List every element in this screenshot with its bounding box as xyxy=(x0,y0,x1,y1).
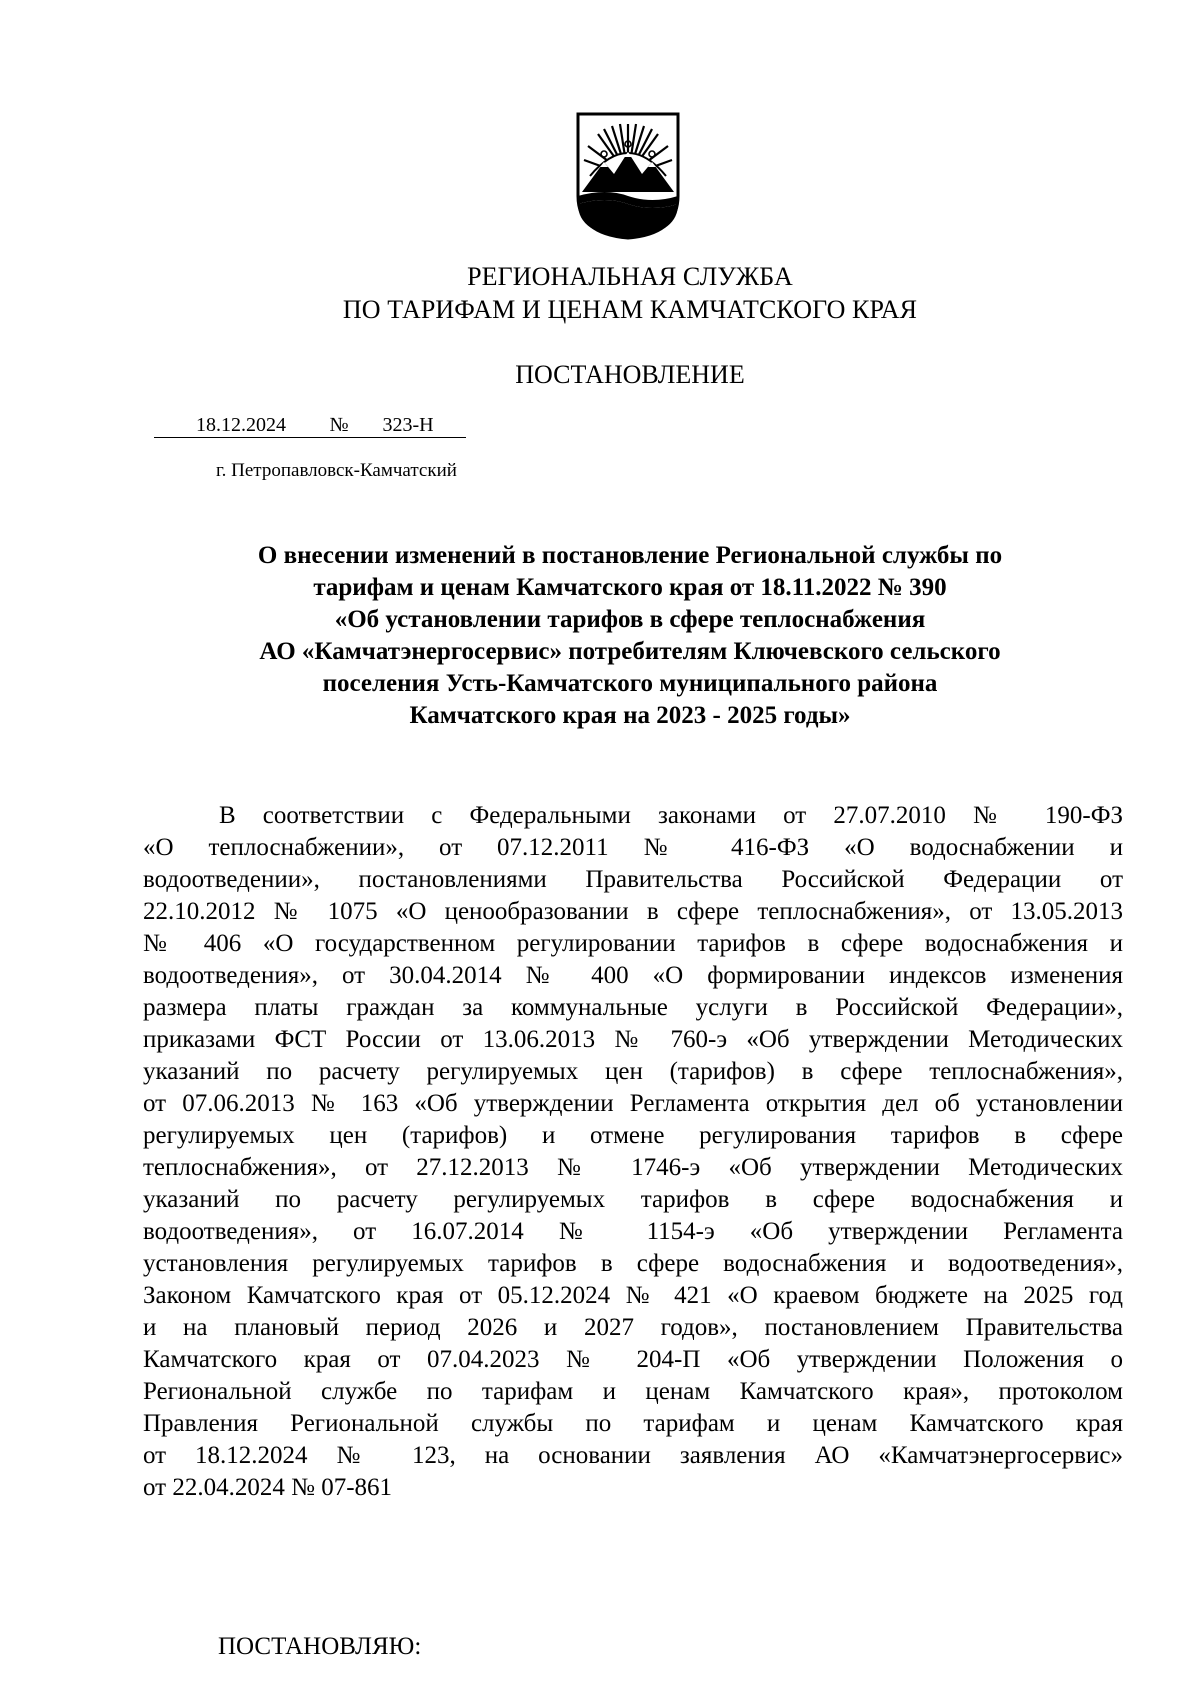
number-sign: № xyxy=(329,414,349,436)
paragraph-line: размера платы граждан за коммунальные услуги в Российской Федерации», xyxy=(143,994,1123,1021)
paragraph-line: указаний по расчету регулируемых цен (тарифов) в сфере теплоснабжения», xyxy=(143,1058,1123,1085)
document-date-number xyxy=(154,411,466,439)
paragraph-line: Региональной службе по тарифам и ценам Камчатского края», протоколом xyxy=(143,1378,1123,1405)
title-line: Камчатского края на 2023 - 2025 годы» xyxy=(409,702,851,729)
document-title xyxy=(140,540,1120,732)
title-line: АО «Камчатэнергосервис» потребителям Ключевского сельского xyxy=(259,638,1001,665)
title-line: «Об установлении тарифов в сфере теплоснабжения xyxy=(334,606,926,633)
document-city: г. Петропавловск-Камчатский xyxy=(216,460,457,481)
title-line: тарифам и ценам Камчатского края от 18.11.2022 № 390 xyxy=(313,574,947,601)
paragraph-line: водоотведения», от 16.07.2014 № 1154-э «Об утверждении Регламента xyxy=(143,1218,1123,1245)
paragraph-line: от 22.04.2024 № 07-861 xyxy=(143,1474,393,1501)
paragraph-line: Камчатского края от 07.04.2023 № 204-П «Об утверждении Положения о xyxy=(143,1346,1123,1373)
paragraph-line: водоотведении», постановлениями Правительства Российской Федерации от xyxy=(143,866,1123,893)
document-number: 323-Н xyxy=(350,413,466,438)
title-line: поселения Усть-Камчатского муниципального района xyxy=(322,670,938,697)
paragraph-line: «О теплоснабжении», от 07.12.2011 № 416-ФЗ «О водоснабжении и xyxy=(143,834,1123,861)
paragraph-line: теплоснабжения», от 27.12.2013 № 1746-э «Об утверждении Методических xyxy=(143,1154,1123,1181)
paragraph-line: регулируемых цен (тарифов) и отмене регулирования тарифов в сфере xyxy=(143,1122,1123,1149)
paragraph-line: установления регулируемых тарифов в сфере водоснабжения и водоотведения», xyxy=(143,1250,1123,1277)
kamchatka-coat-of-arms-icon xyxy=(576,112,680,240)
title-line: О внесении изменений в постановление Региональной службы по xyxy=(257,542,1003,569)
paragraph-line: № 406 «О государственном регулировании тарифов в сфере водоснабжения и xyxy=(143,930,1123,957)
organization-name-line-1: РЕГИОНАЛЬНАЯ СЛУЖБА xyxy=(467,262,793,291)
document-type: ПОСТАНОВЛЕНИЕ xyxy=(515,360,745,389)
preamble-paragraph xyxy=(143,800,1123,1504)
paragraph-line: от 07.06.2013 № 163 «Об утверждении Регламента открытия дел об установлении xyxy=(143,1090,1123,1117)
paragraph-line: Законом Камчатского края от 05.12.2024 № 421 «О краевом бюджете на 2025 год xyxy=(143,1282,1123,1309)
paragraph-line: 22.10.2012 № 1075 «О ценообразовании в сфере теплоснабжения», от 13.05.2013 xyxy=(143,898,1123,925)
paragraph-line: Правления Региональной службы по тарифам и ценам Камчатского края xyxy=(143,1410,1123,1437)
paragraph-line: В соответствии с Федеральными законами от 27.07.2010 № 190-ФЗ xyxy=(219,802,1123,829)
paragraph-line: указаний по расчету регулируемых тарифов в сфере водоснабжения и xyxy=(143,1186,1123,1213)
decree-heading: ПОСТАНОВЛЯЮ: xyxy=(218,1633,422,1660)
document-date: 18.12.2024 xyxy=(154,413,328,438)
paragraph-line: водоотведения», от 30.04.2014 № 400 «О формировании индексов изменения xyxy=(143,962,1123,989)
paragraph-line: от 18.12.2024 № 123, на основании заявления АО «Камчатэнергосервис» xyxy=(143,1442,1123,1469)
paragraph-line: приказами ФСТ России от 13.06.2013 № 760-э «Об утверждении Методических xyxy=(143,1026,1123,1053)
organization-name-line-2: ПО ТАРИФАМ И ЦЕНАМ КАМЧАТСКОГО КРАЯ xyxy=(342,295,918,324)
paragraph-line: и на плановый период 2026 и 2027 годов», постановлением Правительства xyxy=(143,1314,1123,1341)
